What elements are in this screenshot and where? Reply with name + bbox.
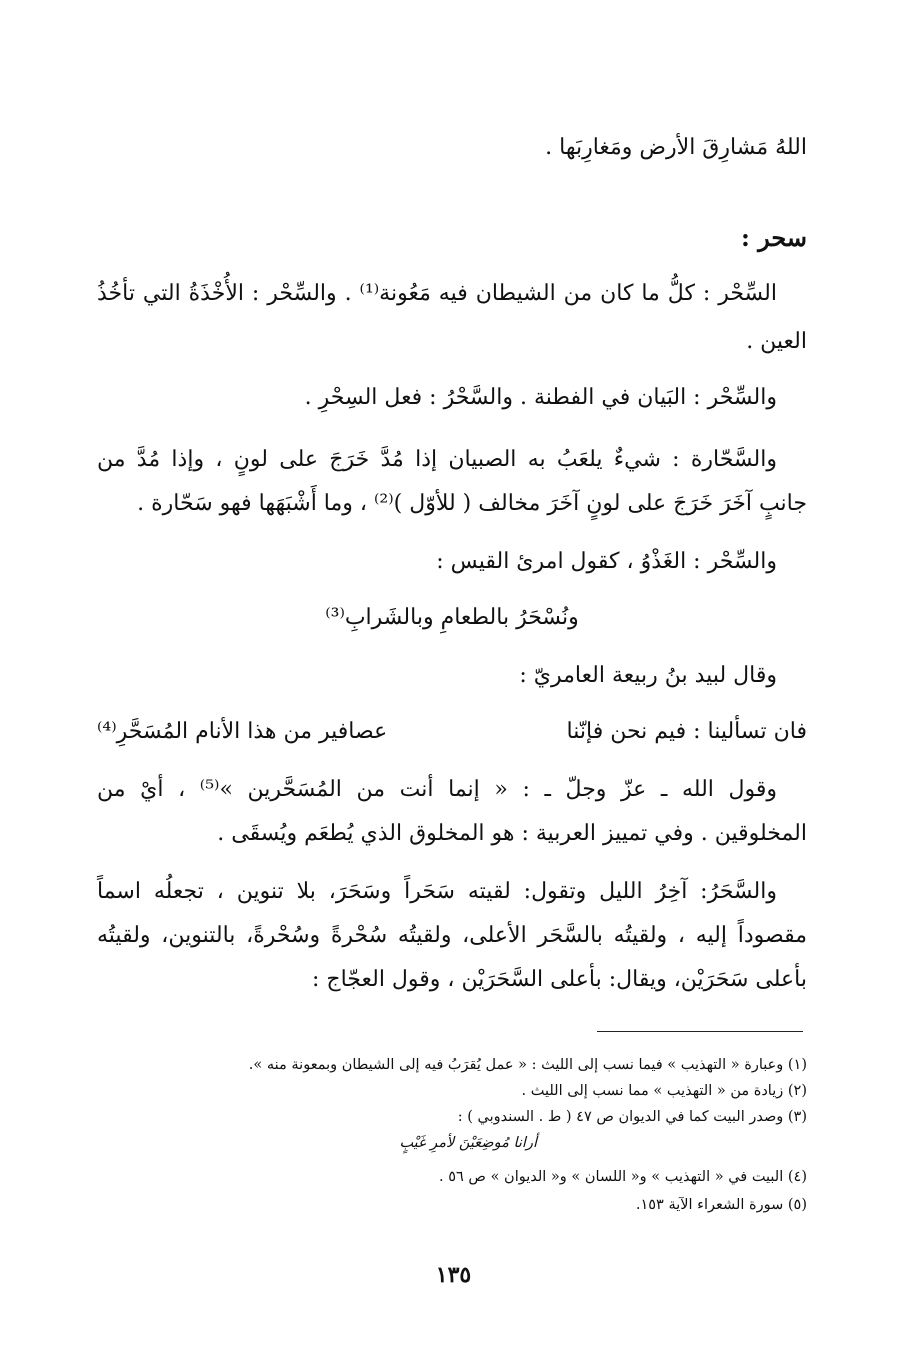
body-line: والسِّحْر : الغَذْوُ ، كقول امرئ القيس : xyxy=(436,549,777,574)
body-line: العين . xyxy=(746,329,807,354)
body-line: بأعلى سَحَرَيْن، ويقال: بأعلى السَّحَرَيْن ، وقول العجّاج : xyxy=(312,967,807,992)
body-line: السِّحْر : كلُّ ما كان من الشيطان فيه مَعُونة⁽¹⁾ . والسِّحْر : الأُخْذَةُ التي تأخُذُ xyxy=(97,281,777,306)
footnote: (٣) وصدر البيت كما في الديوان ص ٤٧ ( ط . السندوبي ) : xyxy=(457,1109,807,1125)
verse-first-hemistich: فان تسألينا : فيم نحن فإنّنا xyxy=(566,719,807,744)
footnote: (١) وعبارة « التهذيب » فيما نسب إلى الليث : « عمل يُقرَبُ فيه إلى الشيطان وبمعونة منه ». xyxy=(248,1057,807,1073)
body-line: وقال لبيد بنُ ربيعة العامريّ : xyxy=(519,663,777,688)
body-line: والسَّحَرُ: آخِرُ الليل وتقول: لقيته سَحَراً وسَحَرَ، بلا تنوين ، تجعلُه اسماً xyxy=(97,879,777,904)
entry-heading: سحر : xyxy=(740,223,807,252)
body-line: المخلوقين . وفي تمييز العربية : هو المخلوق الذي يُطعَم ويُسقَى . xyxy=(217,821,807,846)
body-line: وقول الله ـ عزّ وجلّ ـ : « إنما أنت من المُسَحَّرين »⁽⁵⁾ ، أيْ من xyxy=(97,777,777,802)
body-line: مقصوداً إليه ، ولقيتُه بالسَّحَر الأعلى، ولقيتُه سُحْرةً وسُحْرةً، بالتنوين، ولقيتُه xyxy=(97,923,807,948)
footnote: (٢) زيادة من « التهذيب » مما نسب إلى الليث . xyxy=(521,1083,807,1099)
page-number: ١٣٥ xyxy=(435,1262,472,1288)
verse-second-hemistich: عصافير من هذا الأنام المُسَحَّرِ⁽⁴⁾ xyxy=(97,719,388,744)
footnote: (٤) البيت في « التهذيب » و« اللسان » و« الديوان » ص ٥٦ . xyxy=(439,1169,807,1185)
footnote-divider xyxy=(597,1031,803,1032)
verse-couplet xyxy=(97,712,807,752)
footnote-verse: أرانا مُوضِعَيْنَ لأمرِ غَيْبٍ xyxy=(399,1135,537,1151)
verse-line: ونُسْحَرُ بالطعامِ وبالشَرابِ⁽³⁾ xyxy=(325,605,579,630)
body-line: والسَّحّارة : شيءٌ يلعَبُ به الصبيان إذا مُدَّ خَرَجَ على لونٍ ، وإذا مُدَّ من xyxy=(97,447,777,472)
body-line: جانبٍ آخَرَ خَرَجَ على لونٍ آخَرَ مخالف ( للأوّل )⁽²⁾ ، وما أَشْبَهَها فهو سَحّارة . xyxy=(137,491,807,516)
footnote: (٥) سورة الشعراء الآية ١٥٣. xyxy=(635,1197,807,1213)
body-line: اللهُ مَشارِقَ الأرض ومَغارِبَها . xyxy=(545,135,807,160)
body-line: والسِّحْر : البَيان في الفطنة . والسَّحْرُ : فعل السِحْرِ . xyxy=(304,385,777,410)
